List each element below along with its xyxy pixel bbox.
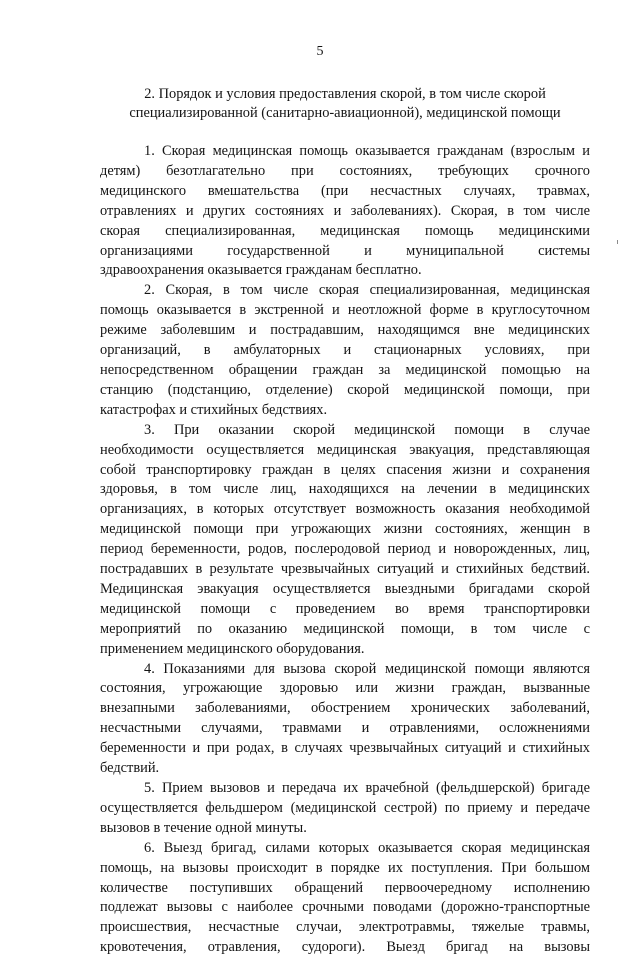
page-number: 5 [316, 44, 324, 59]
paragraph-line: скорая специализированная, медицинская помощь медицинскими [100, 222, 590, 239]
paragraph-line: организациях, в которых отсутствует возможность оказания необходимой [100, 501, 590, 518]
paragraph-line: помощь оказывается в экстренной и неотложной форме в круглосуточном [100, 302, 590, 319]
paragraph-6 [100, 839, 590, 958]
section-heading-line: специализированной (санитарно-авиационной), медицинской помощи [129, 105, 561, 121]
paragraph-line: подлежат вызовы с наиболее срочными поводами (дорожно-транспортные [100, 899, 590, 916]
paragraph-3 [100, 421, 590, 660]
paragraph-5 [100, 779, 590, 839]
paragraph-line: применением медицинского оборудования. [100, 640, 365, 657]
section-heading-line: 2. Порядок и условия предоставления скорой, в том числе скорой [144, 86, 546, 102]
paragraph-line: детям) безотлагательно при состояниях, требующих срочного [100, 162, 590, 179]
paragraph-line: происшествия, несчастные случаи, электротравмы, тяжелые травмы, [100, 919, 590, 936]
paragraph-4 [100, 660, 590, 779]
paragraph-line: мероприятий по оказанию медицинской помощи, в том числе с [100, 620, 590, 637]
paragraph-line: беременности и при родах, в случаях чрезвычайных ситуаций и стихийных [100, 740, 590, 757]
section-body [100, 142, 590, 958]
paragraph-line: кровотечения, отравления, судороги). Выезд бригад на вызовы [100, 939, 590, 956]
paragraph-line: отравлениях и других состояниях и заболеваниях). Скорая, в том числе [100, 202, 590, 219]
paragraph-line: режиме заболевшим и пострадавшим, находящимся вне медицинских [100, 322, 590, 339]
paragraph-line: осуществляется фельдшером (медицинской сестрой) по приему и передаче [100, 799, 590, 816]
paragraph-line: медицинской помощи при угрожающих жизни состояниях, женщин в [100, 521, 590, 538]
paragraph-line: 5. Прием вызовов и передача их врачебной (фельдшерской) бригаде [144, 780, 590, 796]
paragraph-line: непосредственном обращении граждан за медицинской помощью на [100, 361, 590, 378]
paragraph-line: Медицинская эвакуация осуществляется выездными бригадами скорой [100, 580, 590, 597]
paragraph-line: состояния, угрожающие здоровью или жизни граждан, вызванные [100, 680, 590, 697]
paragraph-line: организациями государственной и муниципальной системы [100, 242, 590, 259]
paragraph-line: здравоохранения оказывается гражданам бесплатно. [100, 262, 422, 279]
paragraph-line: помощь, на вызовы происходит в порядке их поступления. При большом [100, 859, 590, 876]
paragraph-line: 2. Скорая, в том числе скорая специализированная, медицинская [144, 282, 590, 299]
paragraph-line: внезапными заболеваниями, обострением хронических заболеваний, [100, 700, 590, 717]
paragraph-1 [100, 142, 590, 281]
paragraph-line: 1. Скорая медицинская помощь оказывается гражданам (взрослым и [144, 143, 590, 159]
paragraph-line: 6. Выезд бригад, силами которых оказывается скорая медицинская [144, 839, 590, 856]
paragraph-line: 3. При оказании скорой медицинской помощи в случае [144, 421, 590, 438]
paragraph-line: бедствий. [100, 760, 160, 777]
paragraph-line: вызовов в течение одной минуты. [100, 819, 307, 836]
paragraph-line: пострадавших в результате чрезвычайных ситуаций и стихийных бедствий. [100, 561, 590, 578]
scan-mark [617, 240, 618, 244]
paragraph-line: количестве поступивших обращений первоочередному исполнению [100, 879, 590, 896]
paragraph-line: необходимости осуществляется медицинская эвакуация, представляющая [100, 441, 590, 458]
paragraph-line: медицинского вмешательства (при несчастных случаях, травмах, [100, 182, 590, 199]
paragraph-line: период беременности, родов, послеродовой период и новорожденных, лиц, [100, 541, 590, 558]
section-heading [100, 85, 590, 123]
paragraph-line: собой транспортировку граждан в целях спасения жизни и сохранения [100, 461, 590, 478]
paragraph-line: организаций, в амбулаторных и стационарных условиях, при [100, 342, 590, 359]
paragraph-line: 4. Показаниями для вызова скорой медицинской помощи являются [144, 660, 590, 677]
paragraph-line: здоровья, в том числе лиц, находящихся на лечении в медицинских [100, 481, 590, 498]
paragraph-2 [100, 281, 590, 420]
paragraph-line: станцию (подстанцию, отделение) скорой медицинской помощи, при [100, 381, 590, 398]
paragraph-line: несчастными случаями, травмами и отравлениями, осложнениями [100, 720, 590, 737]
paragraph-line: медицинской помощи с проведением во время транспортировки [100, 600, 590, 617]
paragraph-line: катастрофах и стихийных бедствиях. [100, 401, 328, 418]
